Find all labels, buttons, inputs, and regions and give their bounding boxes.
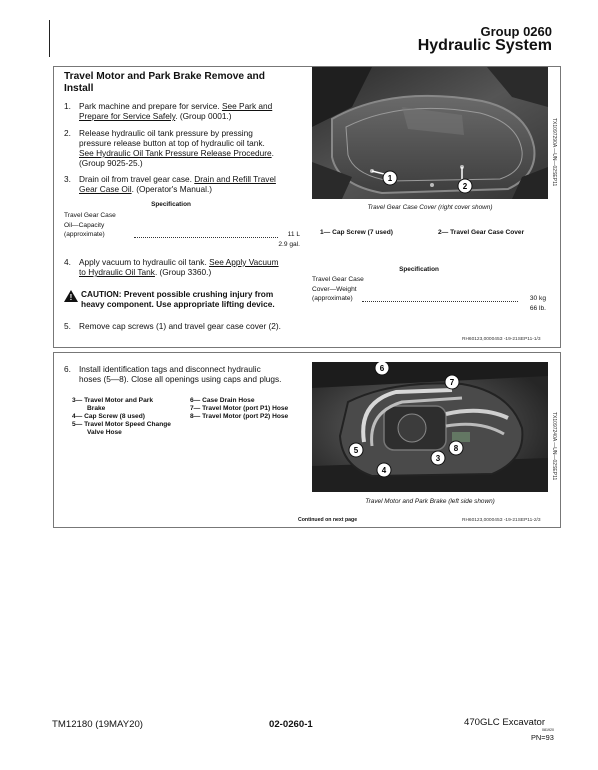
callout-6: 6: [379, 364, 385, 373]
page-title: Hydraulic System: [417, 37, 552, 54]
reference-code-2: RH60123,000045З -19-21SEP11-2/3: [462, 518, 541, 523]
callout-5: 5: [353, 446, 359, 455]
footer-date-code: 081920: [542, 728, 554, 732]
spec-value-metric: 11 L: [287, 231, 300, 238]
section-title: [64, 71, 265, 94]
footer-manual-id: TM12180 (19MAY20): [52, 719, 144, 730]
step-1-line-1: [79, 101, 272, 111]
legend-left: [72, 397, 192, 437]
travel-motor-park-brake-photo: [312, 362, 548, 492]
photo-caption-2: Travel Motor and Park Brake (left side shown): [365, 498, 495, 505]
footer-page-number: 02-0260-1: [269, 719, 313, 730]
step-2-line-2: [79, 138, 274, 148]
step-6: [64, 364, 309, 386]
step-2-line-4: [79, 158, 274, 168]
step-5-number: 5.: [64, 321, 71, 331]
legend-item-4: 4— Cap Screw (8 used): [72, 413, 145, 420]
section-title-line-1: Travel Motor and Park Brake Remove and: [64, 71, 265, 82]
step-2-text: .: [271, 148, 274, 158]
callout-1: 1: [387, 174, 393, 183]
step-1-link[interactable]: See Park and: [221, 101, 273, 111]
step-5-line-1: [79, 321, 281, 331]
spec-value-imperial: 2.9 gal.: [278, 240, 300, 248]
step-1-line-2: [79, 111, 272, 121]
callout-4: 4: [381, 466, 387, 475]
spec-qualifier-2: (approximate): [312, 295, 353, 302]
step-6-number: 6.: [64, 364, 71, 374]
legend-item-7: 7— Travel Motor (port P1) Hose: [190, 405, 289, 412]
spec-value-imperial-2: 66 lb.: [529, 304, 546, 312]
step-3-number: 3.: [64, 174, 71, 184]
continued-note: Continued on next page: [298, 517, 358, 523]
spec-qualifier: (approximate): [64, 231, 105, 238]
legend-item-3: 3— Travel Motor and Park: [72, 397, 153, 404]
step-3-line-2: [79, 184, 276, 194]
legend-item-6: 6— Case Drain Hose: [190, 397, 255, 404]
spec-label-2: Cover—Weight: [312, 285, 357, 293]
callout-8: 8: [453, 444, 459, 453]
step-5-text: Remove cap screws (1) and travel gear case cover (2).: [79, 321, 281, 331]
step-3-text: Drain oil from travel gear case.: [79, 174, 195, 184]
step-3-link[interactable]: Gear Case Oil: [79, 184, 132, 194]
legend-item-5-cont: Valve Hose: [87, 429, 122, 436]
step-2-line-3: [79, 148, 274, 158]
step-4-line-1: [79, 257, 279, 267]
callout-3: 3: [435, 454, 441, 463]
callout-7: 7: [449, 378, 455, 387]
spec-item-2: Travel Gear Case: [312, 276, 364, 283]
step-4-link[interactable]: to Hydraulic Oil Tank: [79, 267, 155, 277]
step-3-line-1: [79, 174, 276, 184]
footer-model: 470GLC Excavator: [464, 717, 546, 728]
warning-icon-mark: !: [69, 293, 73, 302]
caution-line-2: heavy component. Use appropriate lifting device.: [81, 299, 275, 309]
legend-item-1: 1— Cap Screw (7 used): [320, 229, 393, 236]
step-5: [64, 321, 309, 333]
travel-gear-case-cover-illustration: [312, 67, 548, 199]
legend-right: [190, 397, 310, 421]
group-number: Group 0260: [480, 24, 552, 39]
step-3-link[interactable]: Drain and Refill Travel: [194, 174, 276, 184]
step-1-number: 1.: [64, 101, 71, 111]
step-6-line-1: Install identification tags and disconnect hydraulic: [79, 364, 261, 374]
step-1-text: . (Group 0001.): [175, 111, 232, 121]
spec-item: Travel Gear Case: [64, 212, 116, 219]
spec-value-metric-2: 30 kg: [529, 295, 546, 302]
callout-2: 2: [462, 182, 468, 191]
footer-pn: PN=93: [531, 733, 554, 742]
step-2-text: Release hydraulic oil tank pressure by pressing: [79, 128, 253, 138]
section-title-line-2: Install: [64, 82, 94, 94]
legend-item-5: 5— Travel Motor Speed Change: [72, 421, 171, 428]
caution-block: [64, 289, 309, 311]
step-1-text: Park machine and prepare for service.: [79, 101, 222, 111]
step-1: [64, 101, 309, 123]
photo-side-reference-2: TX1097240A —UN—02SEP11: [551, 412, 557, 481]
spec-heading: Specification: [151, 201, 191, 208]
step-6-line-2: hoses (5—8). Close all openings using caps and plugs.: [79, 374, 282, 384]
step-1-link[interactable]: Prepare for Service Safely: [79, 111, 176, 121]
photo-caption: Travel Gear Case Cover (right cover shown): [367, 204, 493, 211]
step-4: [64, 257, 309, 279]
step-2: [64, 128, 309, 170]
step-2-number: 2.: [64, 128, 71, 138]
step-3-text: . (Operator's Manual.): [131, 184, 213, 194]
step-4-text: . (Group 3360.): [154, 267, 212, 277]
travel-motor-park-brake-illustration: [312, 362, 548, 492]
legend-item-3-cont: Brake: [87, 405, 106, 412]
step-2-link[interactable]: See Hydraulic Oil Tank Pressure Release Procedure: [79, 148, 272, 158]
step-2-text: (Group 9025-25.): [79, 158, 143, 168]
header-rule: [49, 20, 50, 57]
spec-block: [64, 211, 300, 249]
step-4-text: Apply vacuum to hydraulic oil tank.: [79, 257, 210, 267]
spec-block-2: [312, 275, 546, 313]
step-4-line-2: [79, 267, 279, 277]
step-4-link[interactable]: See Apply Vacuum: [209, 257, 279, 267]
caution-line-1: CAUTION: Prevent possible crushing injury from: [81, 289, 274, 299]
legend-item-8: 8— Travel Motor (port P2) Hose: [190, 413, 289, 420]
spec-heading-2: Specification: [399, 266, 439, 273]
step-4-number: 4.: [64, 257, 71, 267]
step-3: [64, 174, 309, 196]
step-2-text: pressure release button at top of hydraulic oil tank.: [79, 138, 265, 148]
spec-label: Oil—Capacity: [64, 221, 105, 229]
photo-side-reference: TX1097290A —UN—02SEP11: [551, 118, 557, 187]
travel-gear-case-cover-photo: [312, 67, 548, 199]
step-2-line-1: [79, 128, 274, 138]
legend-item-2: 2— Travel Gear Case Cover: [438, 229, 525, 236]
reference-code: RH60123,000045З -19-21SEP11-1/3: [462, 337, 541, 342]
